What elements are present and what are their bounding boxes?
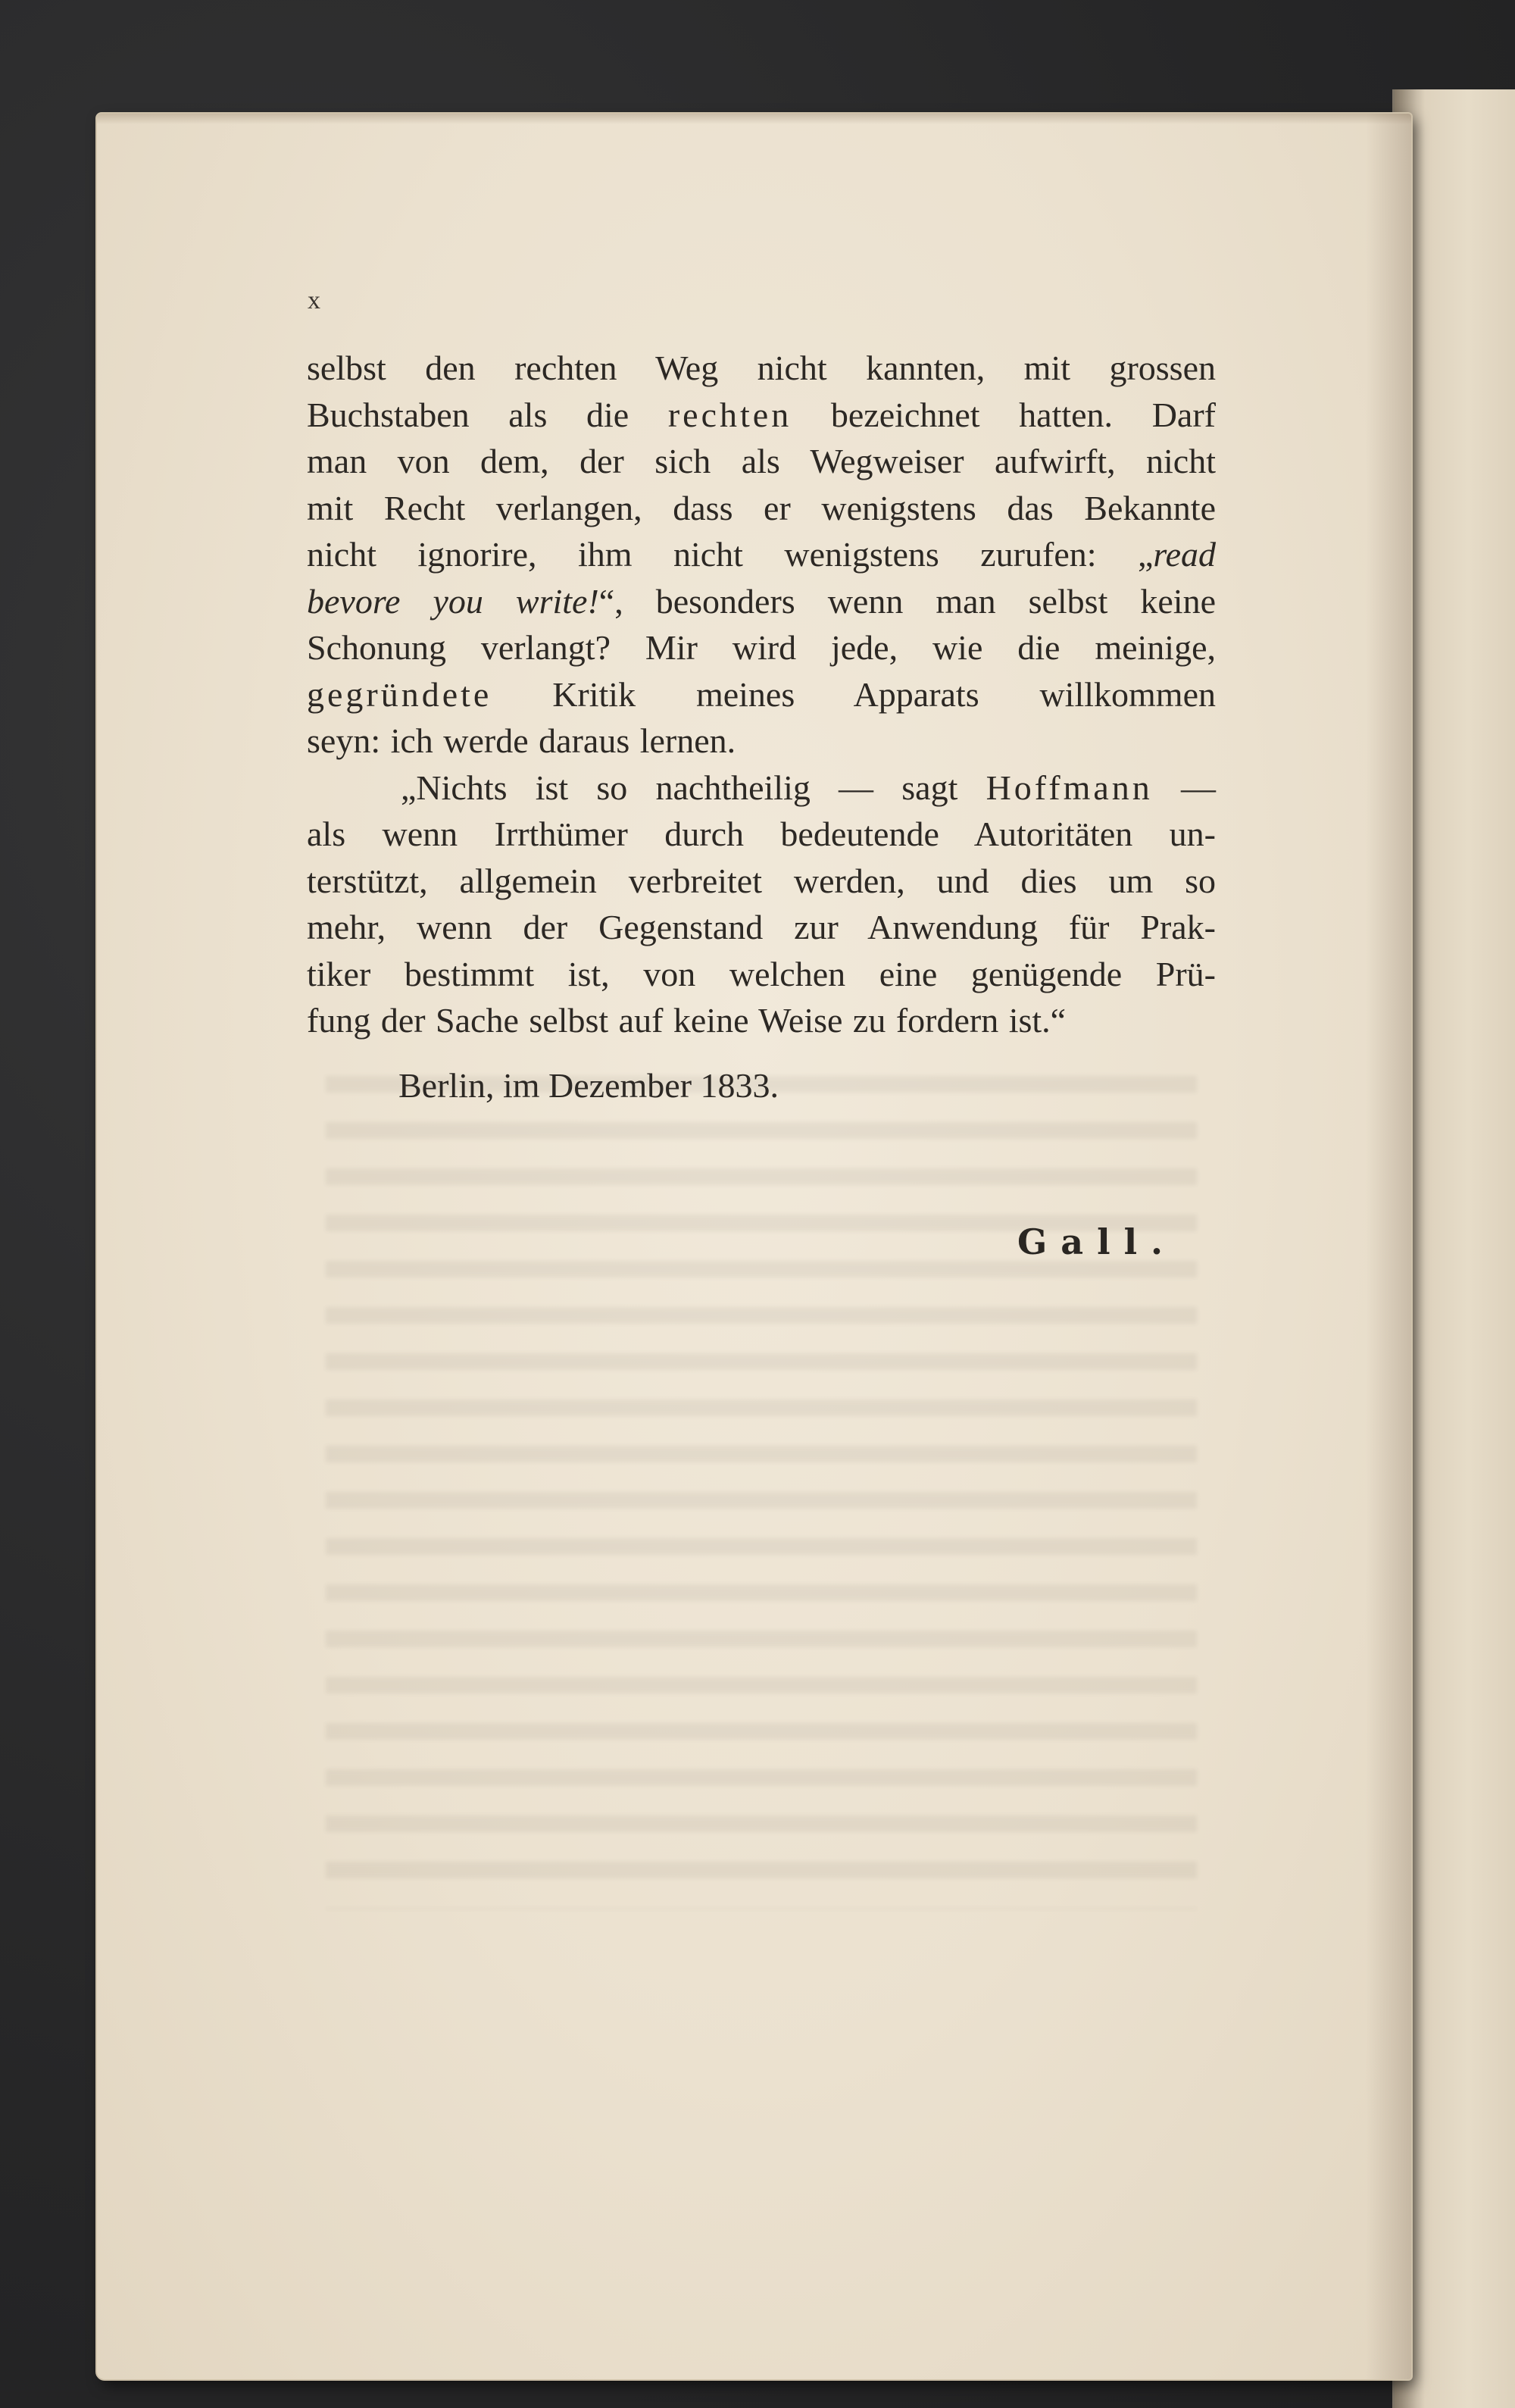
text-line <box>307 578 1216 625</box>
signature: Gall. <box>1017 1221 1177 1262</box>
text-run: Buchstaben als die <box>307 395 668 434</box>
text-line <box>307 531 1216 578</box>
text-line <box>307 765 1216 812</box>
text-run: Schonung verlangt? Mir wird jede, wie die meinige, <box>307 628 1216 667</box>
text-run: als wenn Irrthümer durch bedeutende Autoritäten un- <box>307 815 1216 853</box>
text-line <box>307 811 1216 858</box>
text-line <box>307 438 1216 485</box>
text-line <box>307 904 1216 951</box>
text-run: Kritik meines Apparats willkommen <box>492 674 1216 714</box>
body-text <box>307 345 1216 1044</box>
italic-emphasis: bevore you write! <box>307 581 599 621</box>
text-line <box>307 485 1216 532</box>
page-number: x <box>308 286 321 314</box>
text-run: fung der Sache selbst auf keine Weise zu fordern ist.“ <box>307 1001 1067 1040</box>
text-run: tiker bestimmt ist, von welchen eine genügende Prü- <box>307 954 1216 993</box>
text-run: bezeichnet hatten. Darf <box>792 395 1216 434</box>
text-run: “, besonders wenn man selbst keine <box>598 581 1216 621</box>
text-run: nicht ignorire, ihm nicht wenigstens zurufen: „ <box>307 535 1154 574</box>
text-run: — <box>1152 768 1216 807</box>
text-line <box>307 718 1216 765</box>
text-run: seyn: ich werde daraus lernen. <box>307 721 736 760</box>
text-line <box>307 624 1216 671</box>
text-line <box>307 858 1216 905</box>
spaced-emphasis: Hoffmann <box>986 768 1153 807</box>
text-run: selbst den rechten Weg nicht kannten, mit grossen <box>307 349 1216 387</box>
text-line <box>307 671 1216 718</box>
text-line <box>307 345 1216 392</box>
text-run: man von dem, der sich als Wegweiser aufwirft, nicht <box>307 442 1216 480</box>
text-run: terstützt, allgemein verbreitet werden, und dies um so <box>307 861 1216 900</box>
italic-emphasis: read <box>1153 535 1216 574</box>
show-through-text <box>326 1076 1197 1909</box>
spaced-emphasis: gegründete <box>307 674 492 714</box>
dateline: Berlin, im Dezember 1833. <box>398 1066 779 1105</box>
text-line <box>307 951 1216 998</box>
text-line <box>307 997 1216 1044</box>
text-run: „Nichts ist so nachtheilig — sagt <box>401 768 986 807</box>
text-run: mit Recht verlangen, dass er wenigstens das Bekannte <box>307 488 1216 527</box>
page-gutter-shade <box>1366 114 1411 2379</box>
text-line <box>307 392 1216 439</box>
page-top-edge <box>97 114 1411 124</box>
spaced-emphasis: rechten <box>667 395 792 434</box>
text-run: mehr, wenn der Gegenstand zur Anwendung für Prak- <box>307 908 1216 946</box>
